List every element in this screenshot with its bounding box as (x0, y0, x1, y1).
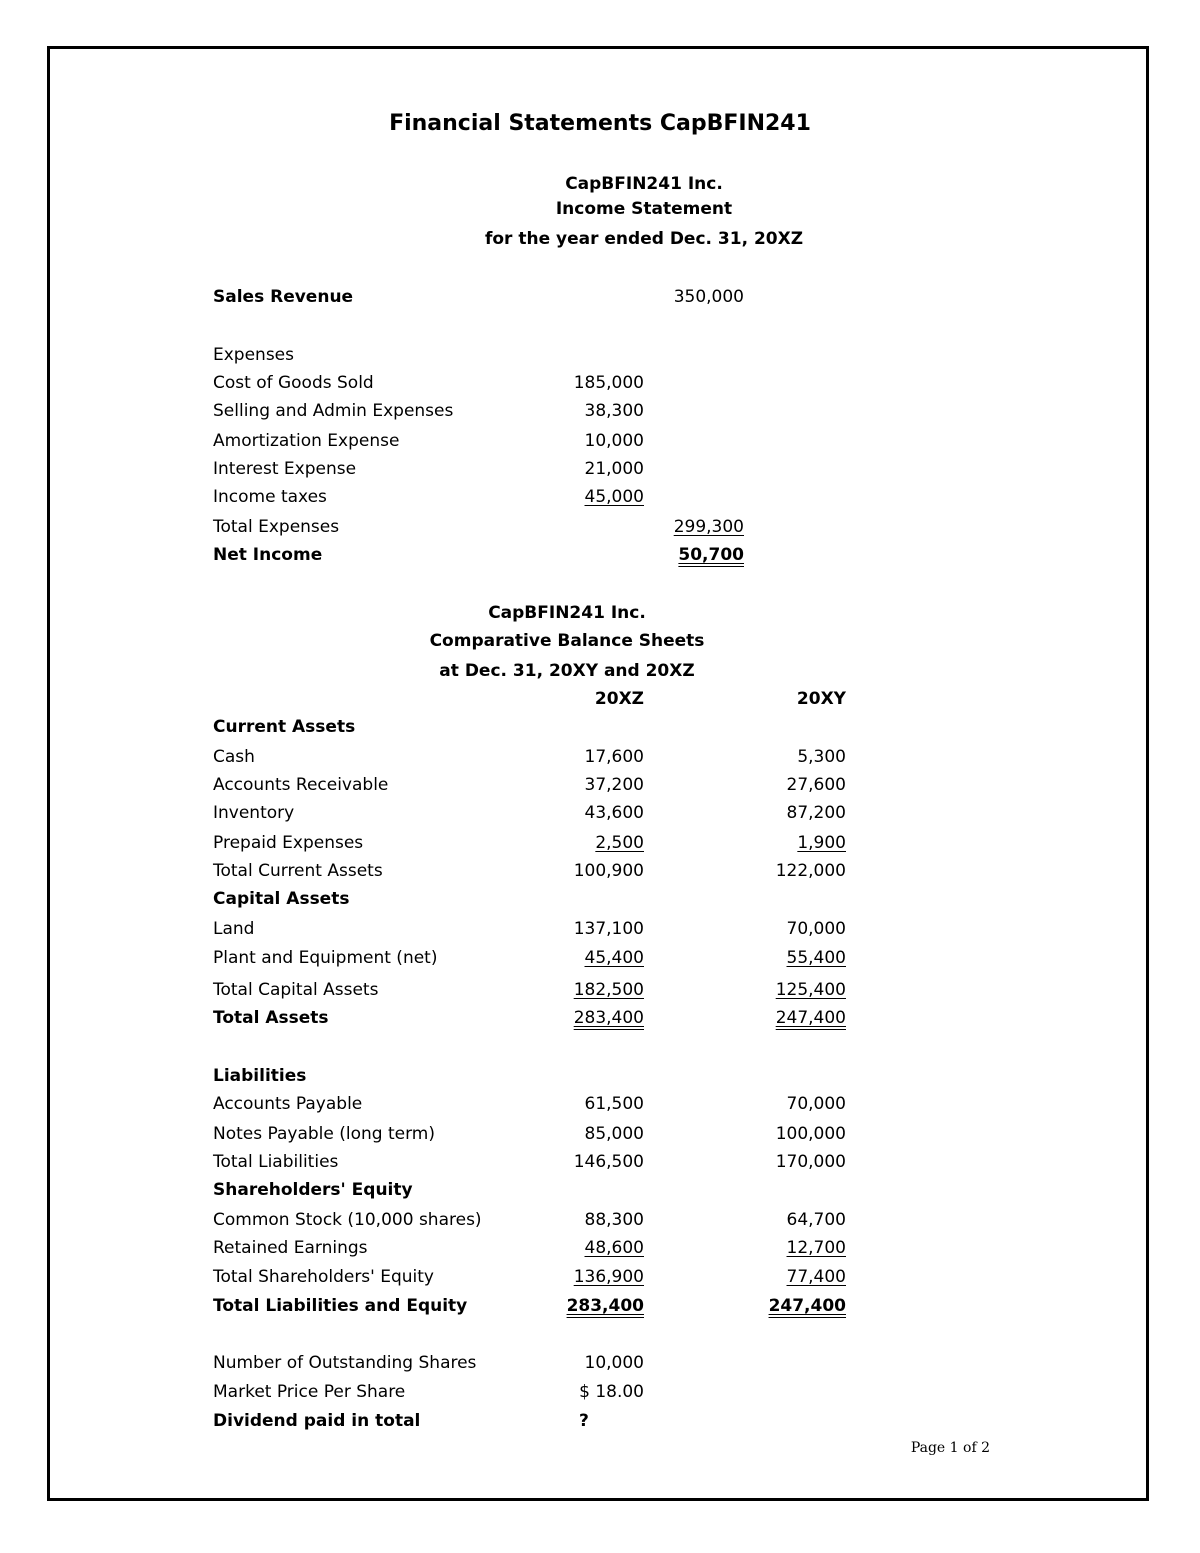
expense-value: 38,300 (584, 401, 644, 421)
expense-label: Selling and Admin Expenses (213, 401, 454, 421)
current-assets-heading: Current Assets (213, 717, 356, 737)
table-row-label: Accounts Receivable (213, 775, 389, 795)
table-cell-20xy: 64,700 (786, 1210, 846, 1230)
expense-label: Cost of Goods Sold (213, 373, 374, 393)
dividend-value: ? (579, 1411, 589, 1431)
table-cell-20xz: 146,500 (573, 1152, 644, 1172)
table-cell-20xy: 87,200 (786, 803, 846, 823)
table-cell-20xy: 5,300 (797, 747, 846, 767)
capital-assets-heading: Capital Assets (213, 889, 350, 909)
table-cell-20xy: 122,000 (775, 861, 846, 881)
table-cell-20xz: 100,900 (573, 861, 644, 881)
liabilities-heading: Liabilities (213, 1066, 307, 1086)
table-row-label: Plant and Equipment (net) (213, 948, 438, 968)
expense-value: 185,000 (573, 373, 644, 393)
table-cell-20xz: 85,000 (584, 1124, 644, 1144)
expense-value: 21,000 (584, 459, 644, 479)
table-row-label: Inventory (213, 803, 295, 823)
table-cell-20xz: 88,300 (584, 1210, 644, 1230)
table-row-label: Prepaid Expenses (213, 833, 364, 853)
table-cell-20xz: 137,100 (573, 919, 644, 939)
bs-company: CapBFIN241 Inc. (488, 603, 646, 623)
expense-label: Income taxes (213, 487, 327, 507)
dividend-label: Dividend paid in total (213, 1411, 421, 1431)
shares-value: 10,000 (584, 1353, 644, 1373)
sales-value: 350,000 (673, 287, 744, 307)
table-cell-20xz: 37,200 (584, 775, 644, 795)
table-cell-20xz: 283,400 (566, 1296, 644, 1316)
expenses-heading: Expenses (213, 345, 294, 365)
table-cell-20xy: 70,000 (786, 919, 846, 939)
total-liabilities-equity-label: Total Liabilities and Equity (213, 1296, 468, 1316)
is-period: for the year ended Dec. 31, 20XZ (484, 229, 804, 249)
total-current-assets-label: Total Current Assets (213, 861, 383, 881)
expense-label: Amortization Expense (213, 431, 400, 451)
equity-heading: Shareholders' Equity (213, 1180, 413, 1200)
page-number: Page 1 of 2 (910, 1440, 990, 1456)
table-cell-20xz: 61,500 (584, 1094, 644, 1114)
table-cell-20xy: 1,900 (797, 833, 846, 853)
total-equity-label: Total Shareholders' Equity (213, 1267, 434, 1287)
expense-value: 10,000 (584, 431, 644, 451)
table-cell-20xy: 55,400 (786, 948, 846, 968)
column-header-20xz: 20XZ (594, 689, 644, 709)
expense-label: Interest Expense (213, 459, 357, 479)
table-cell-20xy: 77,400 (786, 1267, 846, 1287)
net-income-label: Net Income (213, 545, 323, 565)
is-company: CapBFIN241 Inc. (565, 174, 723, 194)
column-header-20xy: 20XY (796, 689, 846, 709)
page-title: Financial Statements CapBFIN241 (389, 111, 811, 136)
table-cell-20xy: 247,400 (768, 1296, 846, 1316)
total-expenses-value: 299,300 (673, 517, 744, 537)
table-cell-20xy: 27,600 (786, 775, 846, 795)
table-row-label: Common Stock (10,000 shares) (213, 1210, 482, 1230)
table-row-label: Retained Earnings (213, 1238, 368, 1258)
table-cell-20xy: 247,400 (775, 1008, 846, 1028)
table-row-label: Land (213, 919, 255, 939)
table-row-label: Notes Payable (long term) (213, 1124, 435, 1144)
table-cell-20xy: 170,000 (775, 1152, 846, 1172)
price-value: $ 18.00 (579, 1382, 644, 1402)
table-row-label: Accounts Payable (213, 1094, 363, 1114)
table-cell-20xz: 283,400 (573, 1008, 644, 1028)
table-cell-20xy: 125,400 (775, 980, 846, 1000)
expense-value: 45,000 (584, 487, 644, 507)
table-row-label: Cash (213, 747, 255, 767)
bs-period: at Dec. 31, 20XY and 20XZ (439, 661, 695, 681)
table-cell-20xz: 48,600 (584, 1238, 644, 1258)
table-cell-20xy: 100,000 (775, 1124, 846, 1144)
price-label: Market Price Per Share (213, 1382, 406, 1402)
sales-label: Sales Revenue (213, 287, 354, 307)
total-liabilities-label: Total Liabilities (213, 1152, 339, 1172)
table-cell-20xz: 45,400 (584, 948, 644, 968)
table-cell-20xz: 43,600 (584, 803, 644, 823)
table-cell-20xy: 12,700 (786, 1238, 846, 1258)
table-cell-20xz: 182,500 (573, 980, 644, 1000)
total-assets-label: Total Assets (213, 1008, 329, 1028)
table-cell-20xy: 70,000 (786, 1094, 846, 1114)
net-income-value: 50,700 (678, 545, 744, 565)
total-expenses-label: Total Expenses (213, 517, 340, 537)
table-cell-20xz: 17,600 (584, 747, 644, 767)
is-name: Income Statement (555, 199, 733, 219)
shares-label: Number of Outstanding Shares (213, 1353, 477, 1373)
table-cell-20xz: 136,900 (573, 1267, 644, 1287)
total-capital-assets-label: Total Capital Assets (213, 980, 379, 1000)
bs-name: Comparative Balance Sheets (429, 631, 705, 651)
table-cell-20xz: 2,500 (595, 833, 644, 853)
